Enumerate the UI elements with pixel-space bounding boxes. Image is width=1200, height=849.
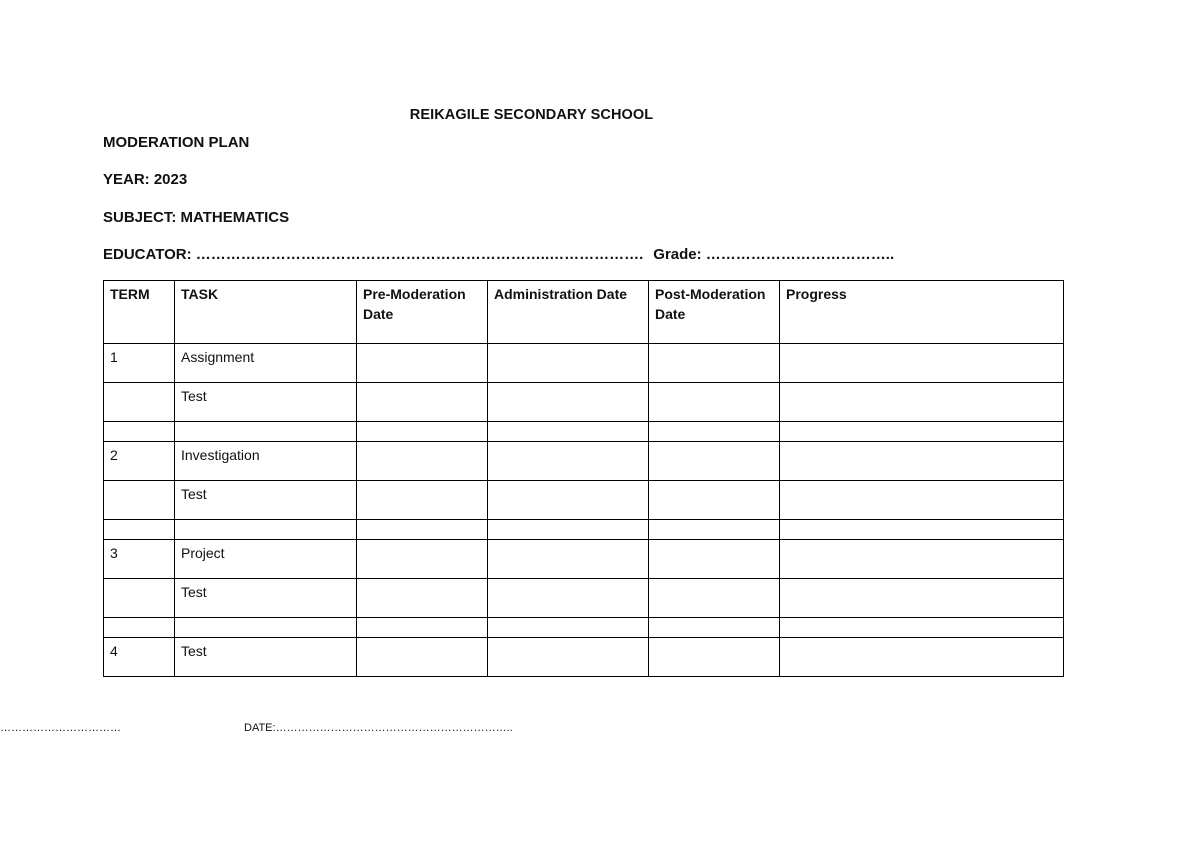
progress-cell[interactable] [780,344,1064,383]
task-cell: Investigation [175,442,357,481]
spacer-cell [649,520,780,540]
task-cell: Test [175,481,357,520]
header-term: TERM [104,281,175,344]
term-cell [104,579,175,618]
header-administration-date: Administration Date [488,281,649,344]
administration-cell[interactable] [488,344,649,383]
administration-cell[interactable] [488,383,649,422]
pre-moderation-cell[interactable] [357,540,488,579]
educator-grade-line [103,246,894,263]
post-moderation-cell[interactable] [649,383,780,422]
spacer-row [104,618,1064,638]
signature-line: …………………………… [0,722,121,734]
spacer-cell [104,618,175,638]
table-header-row [104,281,1064,344]
grade-field: Grade: ……………………………….. [653,246,895,263]
header-task: TASK [175,281,357,344]
term-cell [104,383,175,422]
spacer-cell [780,422,1064,442]
table-row [104,540,1064,579]
header-post-moderation-date: Post-Moderation Date [649,281,780,344]
spacer-cell [649,422,780,442]
progress-cell[interactable] [780,540,1064,579]
spacer-cell [488,422,649,442]
progress-cell[interactable] [780,579,1064,618]
progress-cell[interactable] [780,383,1064,422]
administration-cell[interactable] [488,638,649,677]
table-row [104,481,1064,520]
spacer-cell [488,618,649,638]
pre-moderation-cell[interactable] [357,442,488,481]
spacer-cell [175,618,357,638]
post-moderation-cell[interactable] [649,638,780,677]
pre-moderation-cell[interactable] [357,579,488,618]
task-cell: Test [175,579,357,618]
spacer-cell [357,422,488,442]
post-moderation-cell[interactable] [649,442,780,481]
administration-cell[interactable] [488,579,649,618]
spacer-cell [780,520,1064,540]
pre-moderation-cell[interactable] [357,481,488,520]
year-line: YEAR: 2023 [103,171,188,188]
post-moderation-cell[interactable] [649,540,780,579]
term-cell [104,481,175,520]
table-row [104,638,1064,677]
school-title: REIKAGILE SECONDARY SCHOOL [409,107,654,123]
progress-cell[interactable] [780,638,1064,677]
progress-cell[interactable] [780,481,1064,520]
date-line: DATE:……………………………………………………….. [244,722,513,734]
spacer-row [104,520,1064,540]
post-moderation-cell[interactable] [649,344,780,383]
task-cell: Test [175,638,357,677]
task-cell: Assignment [175,344,357,383]
pre-moderation-cell[interactable] [357,638,488,677]
spacer-cell [488,520,649,540]
spacer-cell [780,618,1064,638]
spacer-cell [175,520,357,540]
term-cell: 2 [104,442,175,481]
spacer-cell [104,520,175,540]
term-cell: 4 [104,638,175,677]
table-row [104,579,1064,618]
header-progress: Progress [780,281,1064,344]
spacer-cell [357,520,488,540]
post-moderation-cell[interactable] [649,579,780,618]
subject-line: SUBJECT: MATHEMATICS [103,209,290,226]
administration-cell[interactable] [488,540,649,579]
table-row [104,383,1064,422]
spacer-cell [104,422,175,442]
administration-cell[interactable] [488,442,649,481]
header-pre-moderation-date: Pre-Moderation Date [357,281,488,344]
moderation-table [103,280,1064,677]
task-cell: Test [175,383,357,422]
administration-cell[interactable] [488,481,649,520]
table-row [104,344,1064,383]
pre-moderation-cell[interactable] [357,383,488,422]
spacer-cell [649,618,780,638]
educator-field: EDUCATOR: ……………………………………………………………..………………. [103,246,644,263]
post-moderation-cell[interactable] [649,481,780,520]
plan-title: MODERATION PLAN [103,134,250,151]
term-cell: 3 [104,540,175,579]
spacer-cell [357,618,488,638]
spacer-cell [175,422,357,442]
spacer-row [104,422,1064,442]
table-row [104,442,1064,481]
progress-cell[interactable] [780,442,1064,481]
task-cell: Project [175,540,357,579]
term-cell: 1 [104,344,175,383]
pre-moderation-cell[interactable] [357,344,488,383]
